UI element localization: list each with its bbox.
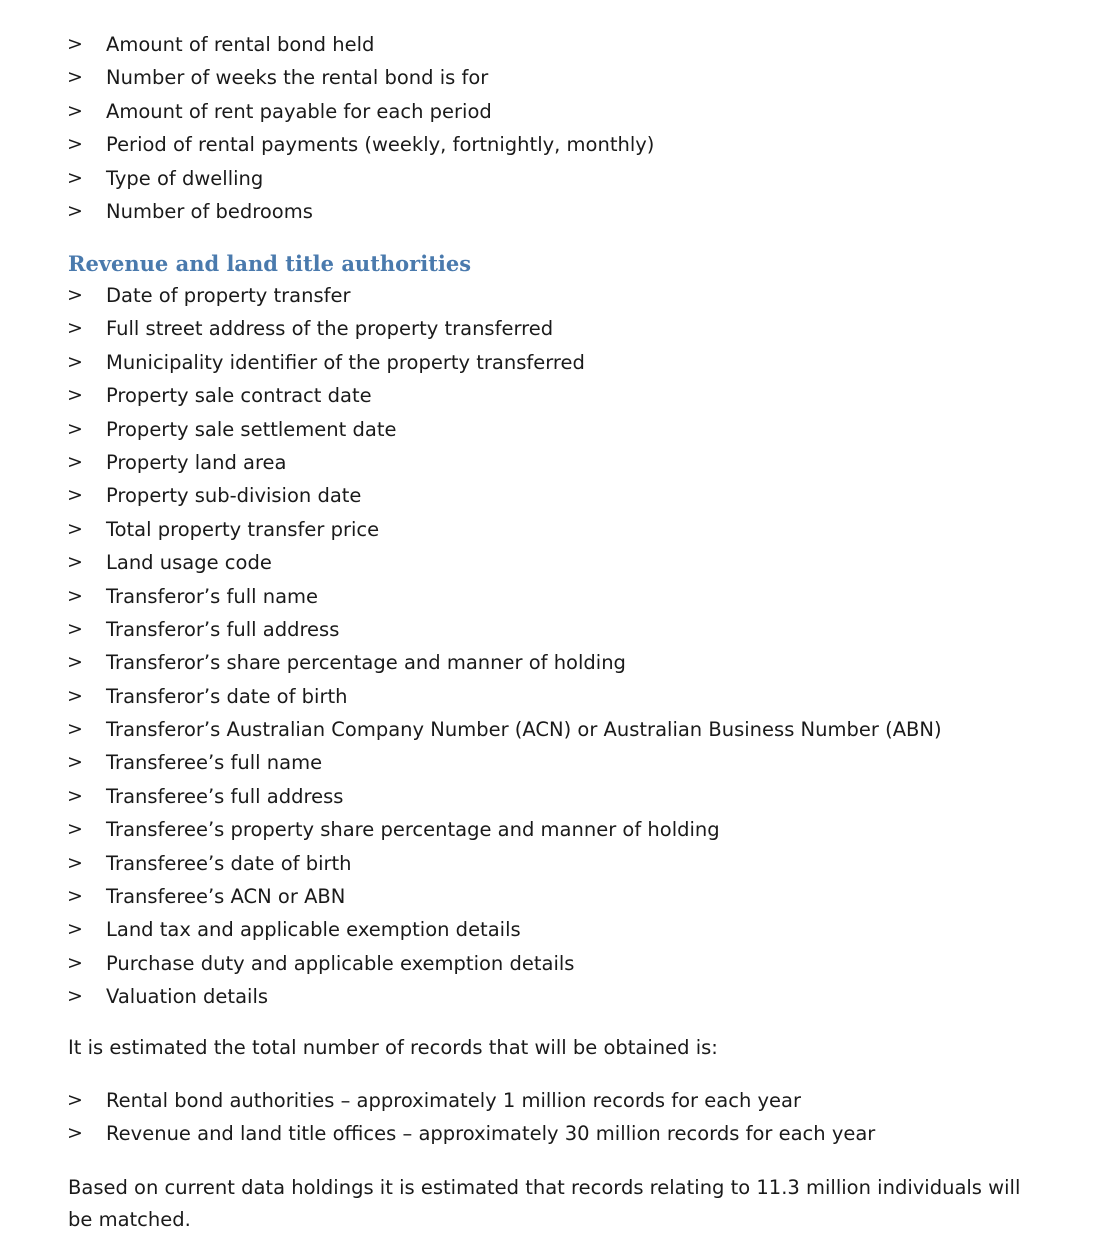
list-item [0, 413, 1116, 446]
rental-bond-data-list [0, 28, 1116, 228]
bullet-marker: > [67, 551, 83, 574]
bullet-marker: > [67, 484, 83, 507]
list-item-text: Transferor’s date of birth [106, 684, 348, 708]
list-item-text: Purchase duty and applicable exemption details [106, 951, 575, 975]
list-item-text: Transferee’s property share percentage and manner of holding [106, 818, 720, 842]
list-item-text: Property sale settlement date [106, 417, 397, 441]
list-item [0, 346, 1116, 379]
bullet-marker: > [67, 1122, 83, 1145]
bullet-marker: > [67, 99, 83, 122]
list-item-text: Transferor’s share percentage and manner of holding [106, 651, 626, 675]
list-item-text: Land tax and applicable exemption details [106, 918, 521, 942]
list-item-text: Property land area [106, 450, 287, 474]
list-item [0, 913, 1116, 946]
list-item [0, 479, 1116, 512]
list-item [0, 162, 1116, 195]
list-item-text: Municipality identifier of the property transferred [106, 350, 585, 374]
bullet-marker: > [67, 885, 83, 908]
list-item [0, 61, 1116, 94]
list-item [0, 312, 1116, 345]
list-item-text: Valuation details [106, 985, 269, 1009]
bullet-marker: > [67, 33, 83, 55]
list-item [0, 613, 1116, 646]
list-item [0, 880, 1116, 913]
list-item-text: Number of weeks the rental bond is for [106, 66, 489, 90]
list-item [0, 279, 1116, 312]
list-item-text: Revenue and land title offices – approximately 30 million records for each year [106, 1122, 876, 1146]
estimate-intro-paragraph: It is estimated the total number of records that will be obtained is: [68, 1036, 718, 1059]
bullet-marker: > [67, 66, 83, 89]
list-item-text: Amount of rental bond held [106, 33, 375, 56]
list-item [0, 947, 1116, 980]
revenue-land-title-data-list [0, 279, 1116, 1014]
list-item [0, 847, 1116, 880]
bullet-marker: > [67, 417, 83, 440]
bullet-marker: > [67, 651, 83, 674]
list-item [0, 513, 1116, 546]
list-item-text: Land usage code [106, 551, 272, 575]
list-item [0, 746, 1116, 779]
record-estimates-list [0, 1084, 1116, 1151]
list-item [0, 95, 1116, 128]
matched-individuals-paragraph: Based on current data holdings it is estimated that records relating to 11.3 million individuals will be matched. [68, 1176, 1021, 1231]
list-item-text: Transferor’s Australian Company Number (ACN) or Australian Business Number (ABN) [106, 718, 942, 742]
bullet-marker: > [67, 450, 83, 473]
list-item-text: Property sub-division date [106, 484, 362, 508]
bullet-marker: > [67, 751, 83, 774]
bullet-marker: > [67, 918, 83, 941]
list-item-text: Number of bedrooms [106, 199, 313, 223]
bullet-marker: > [67, 784, 83, 807]
list-item [0, 813, 1116, 846]
bullet-marker: > [67, 350, 83, 373]
list-item-text: Type of dwelling [106, 166, 264, 190]
list-item-text: Transferee’s full name [106, 751, 323, 775]
list-item-text: Transferor’s full name [106, 584, 319, 608]
bullet-marker: > [67, 718, 83, 741]
bullet-marker: > [67, 584, 83, 607]
list-item [0, 713, 1116, 746]
list-item [0, 379, 1116, 412]
bullet-marker: > [67, 133, 83, 156]
bullet-marker: > [67, 851, 83, 874]
bullet-marker: > [67, 684, 83, 707]
list-item-text: Total property transfer price [106, 517, 380, 541]
list-item [0, 680, 1116, 713]
list-item [0, 546, 1116, 579]
bullet-marker: > [67, 1089, 83, 1111]
list-item [0, 128, 1116, 161]
bullet-marker: > [67, 284, 83, 306]
bullet-marker: > [67, 199, 83, 222]
bullet-marker: > [67, 384, 83, 407]
list-item [0, 780, 1116, 813]
list-item [0, 1117, 1116, 1150]
list-item-text: Transferee’s ACN or ABN [106, 885, 346, 909]
list-item-text: Transferor’s full address [106, 617, 340, 641]
bullet-marker: > [67, 985, 83, 1008]
list-item-text: Date of property transfer [106, 284, 351, 307]
bullet-marker: > [67, 166, 83, 189]
list-item [0, 1084, 1116, 1117]
bullet-marker: > [67, 317, 83, 340]
list-item-text: Transferee’s date of birth [106, 851, 352, 875]
list-item [0, 580, 1116, 613]
list-item-text: Full street address of the property transferred [106, 317, 554, 341]
list-item-text: Transferee’s full address [106, 784, 344, 808]
list-item-text: Period of rental payments (weekly, fortnightly, monthly) [106, 133, 655, 157]
list-item [0, 195, 1116, 228]
list-item [0, 28, 1116, 61]
bullet-marker: > [67, 818, 83, 841]
list-item [0, 980, 1116, 1013]
list-item [0, 446, 1116, 479]
bullet-marker: > [67, 617, 83, 640]
revenue-land-title-heading: Revenue and land title authorities [68, 251, 472, 276]
bullet-marker: > [67, 951, 83, 974]
list-item [0, 646, 1116, 679]
bullet-marker: > [67, 517, 83, 540]
list-item-text: Amount of rent payable for each period [106, 99, 492, 123]
list-item-text: Property sale contract date [106, 384, 372, 408]
list-item-text: Rental bond authorities – approximately 1 million records for each year [106, 1089, 802, 1112]
